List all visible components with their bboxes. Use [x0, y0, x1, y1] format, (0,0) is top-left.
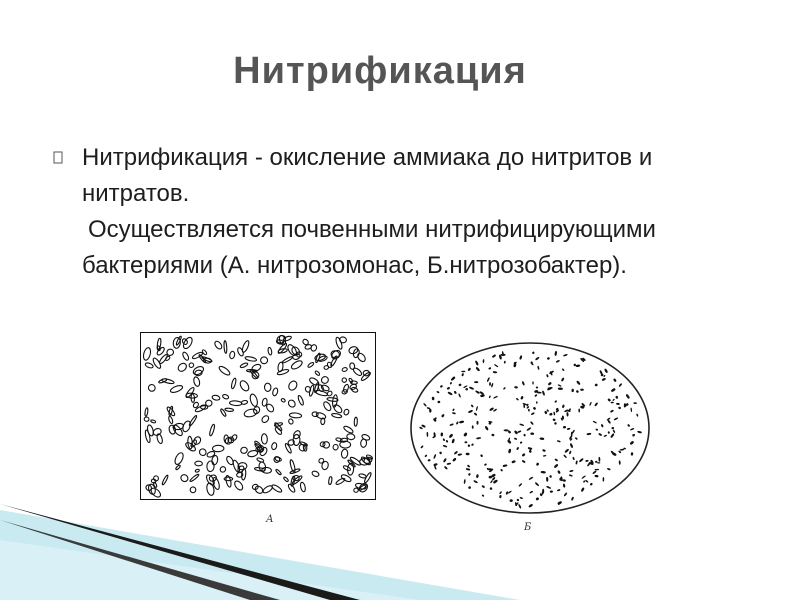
figure-label-b: Б: [524, 522, 532, 533]
slide-title: Нитрификация: [233, 50, 527, 92]
figure-label-a: А: [266, 514, 274, 525]
paragraph-definition: Нитрификация - окисление аммиака до нитритов и нитратов.: [82, 144, 653, 207]
paragraph-bacteria: Осуществляется почвенными нитрифицирующими бактериями (А. нитрозомонас, Б.нитрозобактер).: [82, 216, 656, 279]
